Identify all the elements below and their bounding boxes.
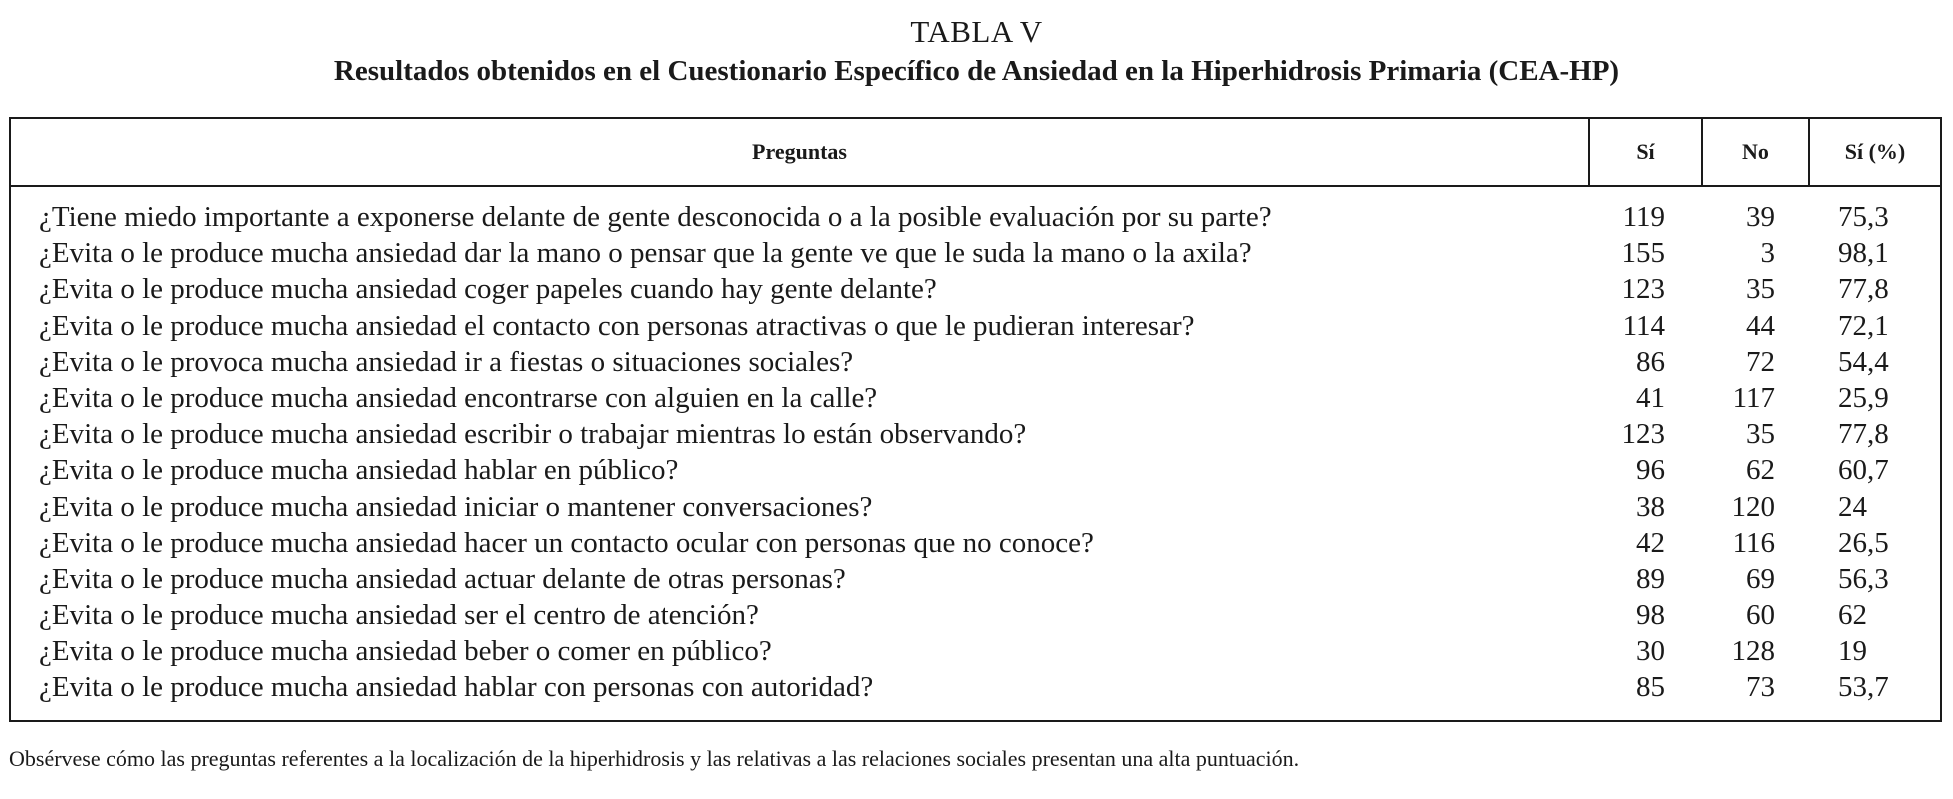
table-row — [11, 597, 1940, 633]
question-cell: ¿Evita o le produce mucha ansiedad coger papeles cuando hay gente delante? — [39, 273, 937, 306]
si-count-cell: 30 — [1636, 635, 1665, 668]
si-percent-cell: 56,3 — [1838, 562, 1889, 595]
table-header-row — [11, 119, 1940, 187]
no-count-cell: 39 — [1746, 201, 1775, 233]
si-count-cell: 119 — [1622, 201, 1665, 233]
table-label: TABLA V — [910, 14, 1043, 49]
si-count-cell: 85 — [1636, 671, 1665, 704]
si-percent-cell: 19 — [1838, 635, 1867, 668]
no-count-cell: 72 — [1746, 345, 1775, 378]
no-count-cell: 117 — [1732, 381, 1775, 414]
table-row — [11, 561, 1940, 597]
si-count-cell: 41 — [1636, 381, 1665, 414]
si-count-cell: 155 — [1621, 237, 1665, 270]
si-percent-cell: 75,3 — [1838, 201, 1889, 233]
si-percent-cell: 53,7 — [1838, 671, 1889, 704]
question-cell: ¿Evita o le produce mucha ansiedad beber o comer en público? — [39, 635, 772, 668]
table-row — [11, 452, 1940, 488]
no-count-cell: 128 — [1731, 635, 1775, 668]
table-row — [11, 489, 1940, 525]
si-percent-cell: 98,1 — [1838, 237, 1889, 270]
column-header-no: No — [1703, 119, 1810, 185]
question-cell: ¿Evita o le produce mucha ansiedad encontrarse con alguien en la calle? — [39, 381, 878, 414]
table-row — [11, 669, 1940, 705]
table-row — [11, 199, 1940, 235]
results-table — [9, 117, 1942, 722]
table-row — [11, 525, 1940, 561]
table-row — [11, 271, 1940, 307]
question-cell: ¿Evita o le produce mucha ansiedad hablar en público? — [39, 454, 679, 487]
table-row — [11, 308, 1940, 344]
si-percent-cell: 77,8 — [1838, 418, 1889, 451]
question-cell: ¿Evita o le produce mucha ansiedad escribir o trabajar mientras lo están observando? — [39, 418, 1027, 451]
question-cell: ¿Evita o le provoca mucha ansiedad ir a fiestas o situaciones sociales? — [39, 345, 854, 378]
column-header-si-percent: Sí (%) — [1844, 139, 1906, 164]
question-cell: ¿Tiene miedo importante a exponerse delante de gente desconocida o a la posible evaluación por su parte? — [39, 201, 1272, 233]
question-cell: ¿Evita o le produce mucha ansiedad el contacto con personas atractivas o que le pudieran interesar? — [39, 309, 1195, 342]
column-header-si: Sí — [1590, 119, 1703, 185]
no-count-cell: 120 — [1731, 490, 1775, 523]
question-cell: ¿Evita o le produce mucha ansiedad dar la mano o pensar que la gente ve que le suda la mano o la axila? — [39, 237, 1252, 270]
no-count-cell: 69 — [1746, 562, 1775, 595]
si-percent-cell: 25,9 — [1838, 381, 1889, 414]
no-count-cell: 60 — [1746, 599, 1775, 632]
question-cell: ¿Evita o le produce mucha ansiedad iniciar o mantener conversaciones? — [39, 490, 873, 523]
si-percent-cell: 60,7 — [1838, 454, 1889, 487]
no-count-cell: 35 — [1746, 273, 1775, 306]
si-percent-cell: 77,8 — [1838, 273, 1889, 306]
no-count-cell: 35 — [1746, 418, 1775, 451]
si-count-cell: 42 — [1636, 526, 1665, 559]
no-count-cell: 44 — [1746, 309, 1775, 342]
table-title: Resultados obtenidos en el Cuestionario Específico de Ansiedad en la Hiperhidrosis Primaria (CEA-HP) — [333, 55, 1620, 87]
no-count-cell: 62 — [1746, 454, 1775, 487]
question-cell: ¿Evita o le produce mucha ansiedad hacer un contacto ocular con personas que no conoce? — [39, 526, 1094, 559]
si-count-cell: 86 — [1636, 345, 1665, 378]
si-percent-cell: 26,5 — [1838, 526, 1889, 559]
si-count-cell: 123 — [1621, 273, 1665, 306]
question-cell: ¿Evita o le produce mucha ansiedad actuar delante de otras personas? — [39, 562, 846, 595]
si-count-cell: 98 — [1636, 599, 1665, 632]
column-header-preguntas: Preguntas — [11, 119, 1590, 185]
table-footnote: Obsérvese cómo las preguntas referentes a la localización de la hiperhidrosis y las relativas a las relaciones sociales presentan una alta puntuación. — [9, 746, 1300, 771]
si-percent-cell: 72,1 — [1838, 309, 1889, 342]
table-row — [11, 235, 1940, 271]
question-cell: ¿Evita o le produce mucha ansiedad hablar con personas con autoridad? — [39, 671, 874, 704]
no-count-cell: 73 — [1746, 671, 1775, 704]
si-count-cell: 123 — [1621, 418, 1665, 451]
question-cell: ¿Evita o le produce mucha ansiedad ser el centro de atención? — [39, 599, 759, 632]
si-percent-cell: 62 — [1838, 599, 1867, 632]
si-count-cell: 89 — [1636, 562, 1665, 595]
si-percent-cell: 54,4 — [1838, 345, 1889, 378]
table-body — [11, 199, 1940, 706]
si-count-cell: 114 — [1622, 309, 1665, 342]
si-percent-cell: 24 — [1838, 490, 1867, 523]
table-row — [11, 380, 1940, 416]
no-count-cell: 116 — [1732, 526, 1775, 559]
table-row — [11, 344, 1940, 380]
no-count-cell: 3 — [1760, 237, 1775, 270]
table-row — [11, 633, 1940, 669]
si-count-cell: 96 — [1636, 454, 1665, 487]
table-caption — [0, 14, 1953, 90]
table-row — [11, 416, 1940, 452]
si-count-cell: 38 — [1636, 490, 1665, 523]
